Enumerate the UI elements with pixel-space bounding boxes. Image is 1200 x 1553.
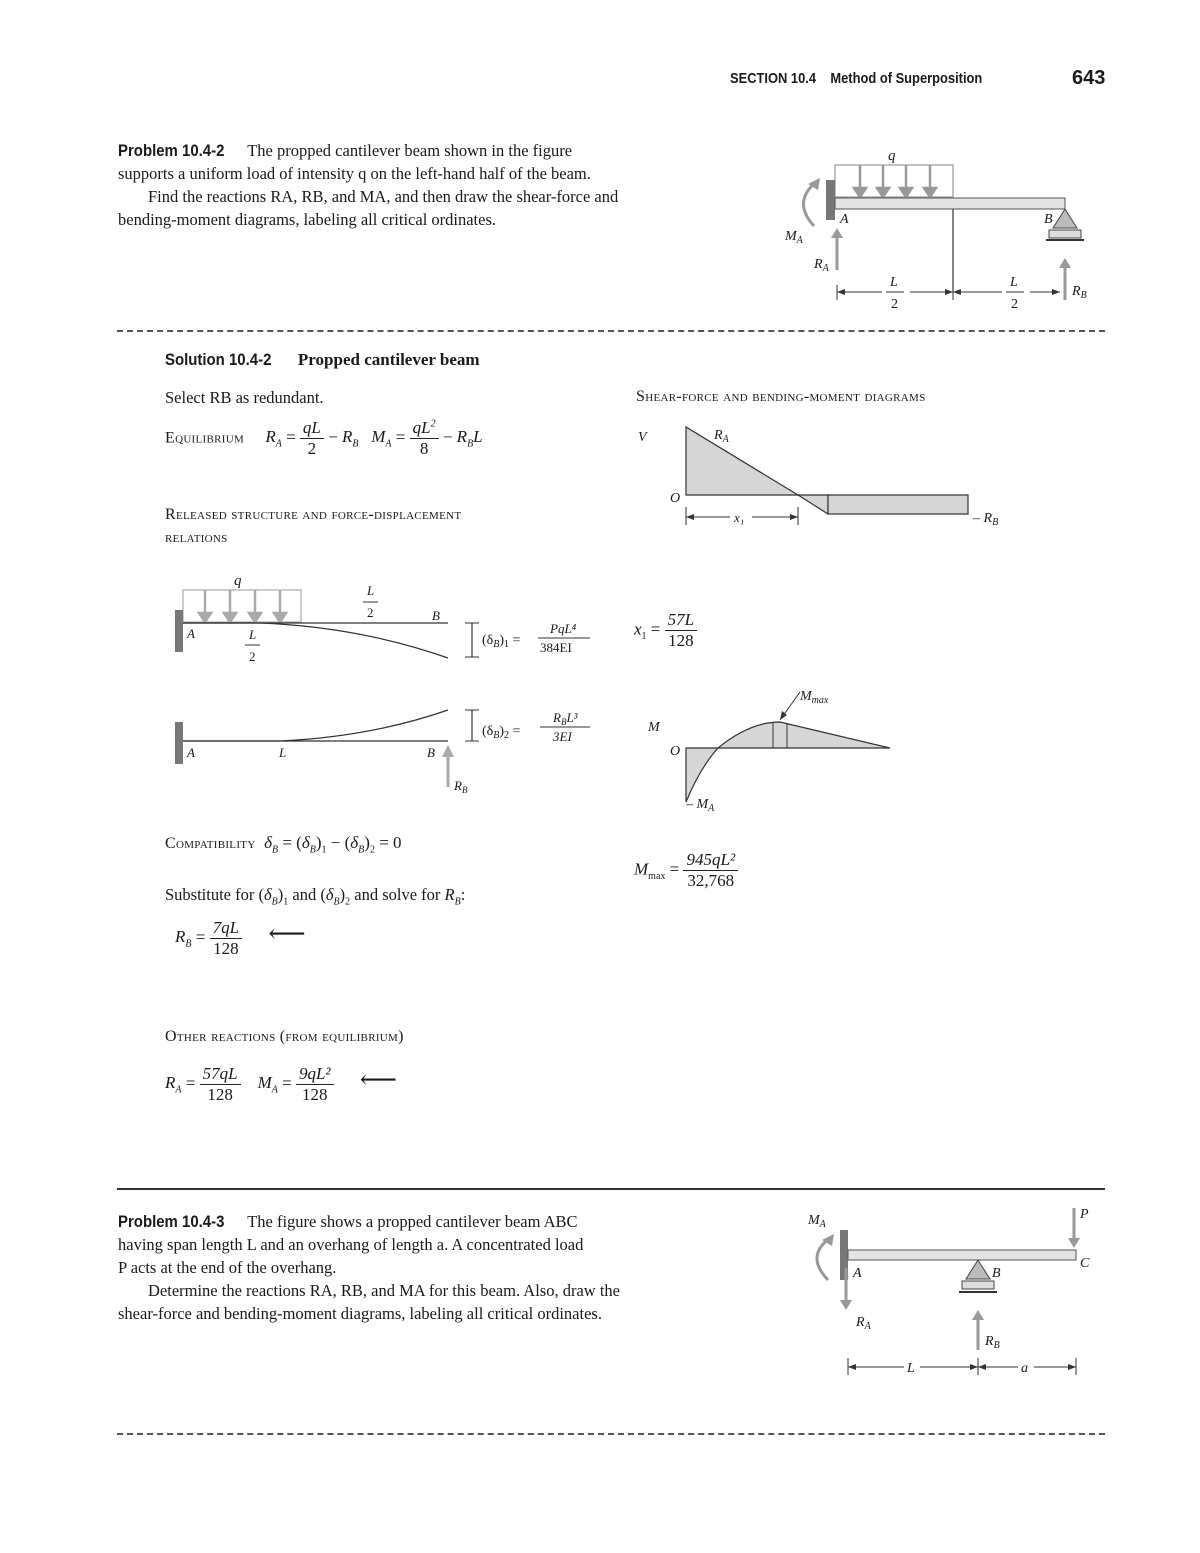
- mmax-denominator: 32,768: [687, 871, 735, 890]
- dim-L: L: [890, 275, 898, 290]
- problem-text-line: having span length L and an overhang of length a. A concentrated load: [118, 1235, 584, 1254]
- other-reactions: $R_A$ = $\frac{57qL}{128}$ $M_A$ = $\frac{\text{9qL²}}{128}$ ⟵: [165, 1064, 398, 1104]
- dim-2: 2: [1011, 297, 1018, 312]
- label-MA: $M_A$: [785, 229, 803, 246]
- label-O: O: [670, 491, 681, 506]
- problem-10-4-2: [118, 139, 758, 231]
- dim-L: L: [249, 627, 257, 642]
- ra-denominator: 128: [207, 1085, 233, 1104]
- problem-text-line: The propped cantilever beam shown in the figure: [247, 141, 573, 160]
- dim-a: a: [1021, 1361, 1028, 1376]
- dim-2: 2: [891, 297, 898, 312]
- label-MA: $M_A$: [808, 1213, 826, 1230]
- x1-denominator: 128: [668, 631, 694, 650]
- label-neg-MA: – $M_A$: [686, 797, 715, 814]
- dim-L: L: [279, 745, 287, 760]
- problem-text-line: P acts at the end of the overhang.: [118, 1258, 337, 1277]
- released-structure-load: [160, 565, 620, 675]
- released-structure-redundant: [160, 695, 620, 800]
- released-heading: Released structure and force-displacement: [165, 506, 462, 523]
- section-title: Method of Superposition: [830, 70, 983, 87]
- label-RB: $R_B$: [985, 1334, 1000, 1351]
- rb-denominator: 128: [213, 939, 239, 958]
- result-arrow-icon: ⟵: [359, 1065, 398, 1095]
- delta-b1-num: PqL⁴: [550, 621, 577, 636]
- label-V: V: [638, 430, 647, 445]
- problem-text-line: supports a uniform load of intensity q on the left-hand half of the beam.: [118, 164, 591, 183]
- compatibility-equation: Compatibility $\delta_B = (\delta_B)_1 - (\delta_B)_2 = 0$: [165, 833, 402, 856]
- divider-dashed: [117, 1433, 1105, 1435]
- problem-text-line: shear-force and bending-moment diagrams, labeling all critical ordinates.: [118, 1304, 602, 1323]
- label-B: B: [432, 608, 440, 623]
- ma-denominator: 128: [301, 1085, 328, 1104]
- label-RA: $R_A$: [714, 428, 729, 445]
- delta-b1: $(\delta_B)_1$ =: [482, 633, 521, 650]
- divider-solid: [117, 1188, 1105, 1190]
- delta-b2-num: $R_BL^3$: [553, 710, 578, 727]
- label-A: A: [853, 1266, 862, 1281]
- ra-numerator: 57qL: [200, 1064, 241, 1085]
- figure-problem-10-4-2: [770, 140, 1110, 320]
- label-q: q: [234, 573, 242, 589]
- running-header: [730, 70, 982, 87]
- label-x1: x₁: [734, 510, 745, 525]
- label-A: A: [840, 212, 849, 227]
- other-reactions-heading: Other reactions (from equilibrium): [165, 1028, 404, 1045]
- rb-result: $R_B$ = $\frac{7qL}{128}$ ⟵: [175, 918, 306, 958]
- rb-numerator: 7qL: [210, 918, 242, 939]
- select-redundant: Select RB as redundant.: [165, 388, 324, 407]
- problem-10-4-3: [118, 1210, 758, 1325]
- label-RA: $R_A$: [814, 257, 829, 274]
- label-RA: $R_A$: [856, 1315, 871, 1332]
- solution-title: Propped cantilever beam: [297, 350, 480, 369]
- dim-L: L: [1010, 275, 1018, 290]
- x1-numerator: 57L: [665, 610, 697, 631]
- divider-dashed: [117, 330, 1105, 332]
- substitute-text: Substitute for $(\delta_B)_1$ and $(\delta_B)_2$ and solve for $R_B$:: [165, 885, 466, 908]
- shear-force-diagram: [630, 415, 1030, 535]
- label-B: B: [427, 745, 435, 760]
- problem-text-line: The figure shows a propped cantilever beam ABC: [247, 1212, 578, 1231]
- problem-label: Problem 10.4-3: [118, 1212, 225, 1231]
- delta-b2-den: 3EI: [553, 729, 572, 744]
- problem-label: Problem 10.4-2: [118, 141, 225, 160]
- label-B: B: [992, 1266, 1001, 1281]
- problem-text-line: Determine the reactions RA, RB, and MA for this beam. Also, draw the: [148, 1281, 620, 1300]
- ma-numerator: 9qL²: [296, 1064, 334, 1085]
- label-RB: $R_B$: [454, 778, 468, 795]
- dim-L: L: [907, 1361, 915, 1376]
- section-number: SECTION 10.4: [730, 70, 817, 87]
- figure-problem-10-4-3: [780, 1200, 1110, 1385]
- label-M: M: [648, 720, 660, 735]
- label-RB: $R_B$: [1072, 284, 1087, 301]
- label-C: C: [1080, 1256, 1090, 1271]
- label-O: O: [670, 744, 681, 759]
- solution-heading: [165, 350, 480, 370]
- label-q: q: [888, 148, 896, 164]
- equilibrium-label: Equilibrium: [165, 429, 245, 447]
- label-A: A: [187, 745, 195, 760]
- label-B: B: [1044, 212, 1053, 227]
- relations-heading: relations: [165, 529, 228, 546]
- label-P: P: [1080, 1207, 1089, 1222]
- x1-result: $x_1$ = $\frac{57L}{128}$: [634, 610, 697, 651]
- problem-text-line: bending-moment diagrams, labeling all critical ordinates.: [118, 210, 497, 229]
- delta-b1-den: 384EI: [540, 640, 572, 655]
- page-number: 643: [1072, 67, 1106, 89]
- dim-2: 2: [249, 649, 256, 664]
- mmax-numerator: 945qL²: [683, 850, 738, 871]
- mmax-result: $M_{max}$ = $\frac{\text{945qL²}}{32,768}$: [634, 850, 738, 891]
- dim-L: L: [367, 583, 375, 598]
- equilibrium-equations: Equilibrium $R_A$ = $\frac{qL}{2}$ − $R_B$ $M_A$ = $\frac{qL^2}{8}$ − $R_BL$: [165, 418, 483, 458]
- bending-moment-diagram: [630, 680, 930, 820]
- diagrams-heading: Shear-force and bending-moment diagrams: [636, 388, 926, 405]
- label-Mmax: $M_{max}$: [800, 689, 829, 706]
- compatibility-label: Compatibility: [165, 835, 256, 852]
- result-arrow-icon: ⟵: [268, 919, 306, 949]
- solution-label: Solution 10.4-2: [165, 350, 272, 369]
- problem-text-line: Find the reactions RA, RB, and MA, and then draw the shear-force and: [148, 187, 619, 206]
- label-A: A: [187, 626, 195, 641]
- label-neg-RB: – $R_B$: [973, 511, 999, 528]
- dim-2: 2: [367, 605, 374, 620]
- delta-b2: $(\delta_B)_2$ =: [482, 724, 521, 741]
